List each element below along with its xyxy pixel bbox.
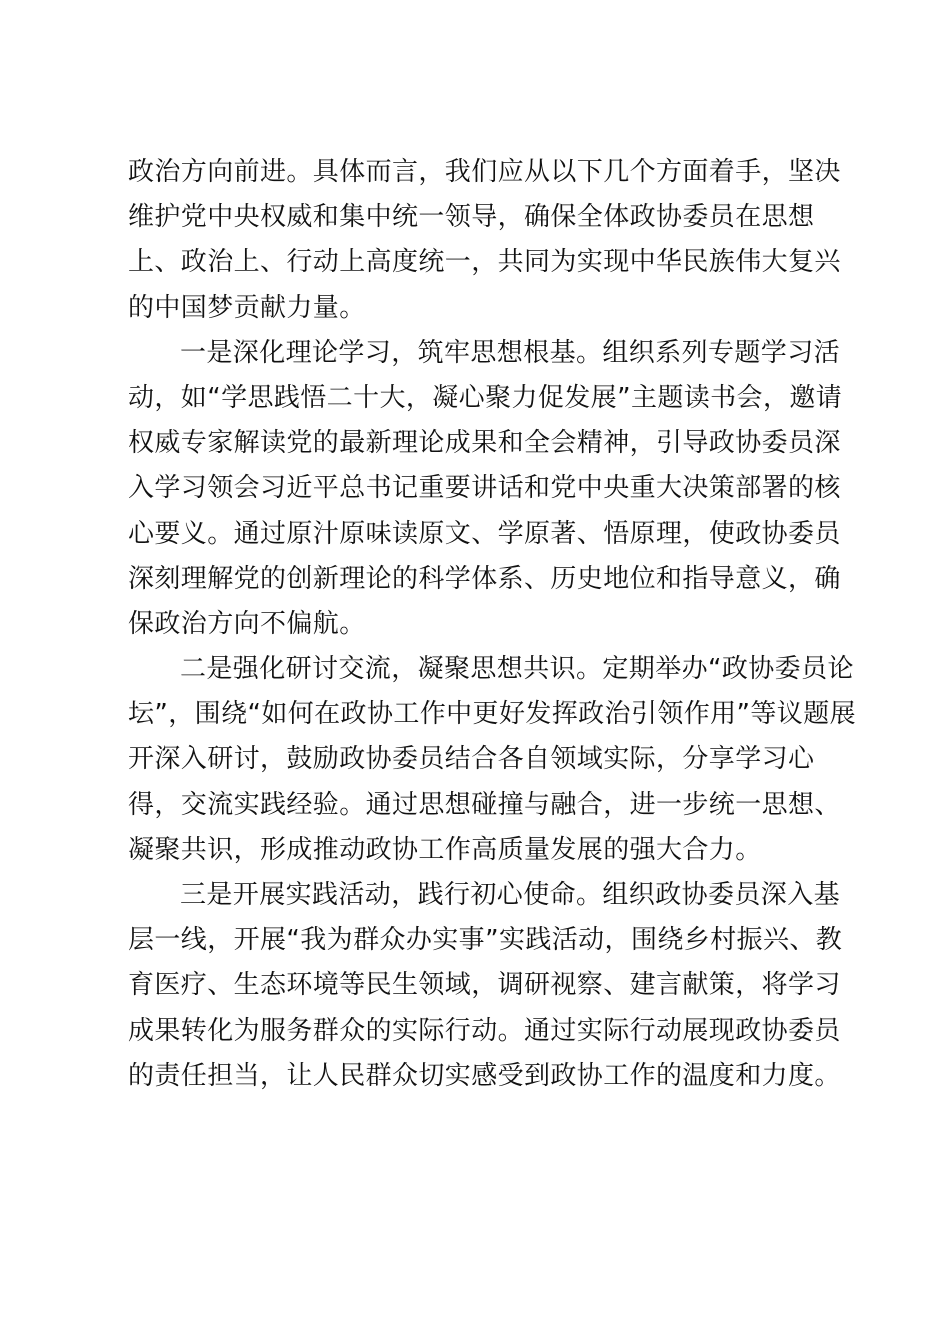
text-line: 的中国梦贡献力量。 [128,292,366,323]
paragraph-practice-activities [128,873,843,1099]
text-line: 成果转化为服务群众的实际行动。通过实际行动展现政协委员 [128,1015,841,1046]
paragraph-theory-study [128,331,843,647]
text-line: 权威专家解读党的最新理论成果和全会精神，引导政协委员深 [128,428,841,459]
text-line: 坛”，围绕“如何在政协工作中更好发挥政治引领作用”等议题展 [128,699,857,730]
text-line: 上、政治上、行动上高度统一，共同为实现中华民族伟大复兴 [128,247,841,278]
text-line: 政治方向前进。具体而言，我们应从以下几个方面着手，坚决 [128,157,841,187]
paragraph-discussion-exchange [128,647,857,873]
text-line: 动，如“学思践悟二十大，凝心聚力促发展”主题读书会，邀请 [128,382,843,413]
text-line: 育医疗、生态环境等民生领域，调研视察、建言献策，将学习 [128,970,841,1001]
text-line: 凝聚共识，形成推动政协工作高质量发展的强大合力。 [128,834,762,865]
text-line: 得，交流实践经验。通过思想碰撞与融合，进一步统一思想、 [128,789,841,820]
text-line: 层一线，开展“我为群众办实事”实践活动，围绕乡村振兴、教 [128,925,843,956]
document-body [128,150,857,1099]
text-line: 开深入研讨，鼓励政协委员结合各自领域实际，分享学习心 [128,744,815,775]
text-line: 维护党中央权威和集中统一领导，确保全体政协委员在思想 [128,202,815,233]
text-line: 三是开展实践活动，践行初心使命。组织政协委员深入基 [180,880,841,910]
text-line: 一是深化理论学习，筑牢思想根基。组织系列专题学习活 [180,337,841,368]
text-line: 心要义。通过原汁原味读原文、学原著、悟原理，使政协委员 [128,518,841,549]
text-line: 深刻理解党的创新理论的科学体系、历史地位和指导意义，确 [128,563,841,594]
paragraph-intro-continuation [128,150,841,331]
text-line: 二是强化研讨交流，凝聚思想共识。定期举办“政协委员论 [180,654,854,685]
text-line: 的责任担当，让人民群众切实感受到政协工作的温度和力度。 [128,1060,841,1091]
text-line: 保政治方向不偏航。 [128,608,366,639]
text-line: 入学习领会习近平总书记重要讲话和党中央重大决策部署的核 [128,473,841,504]
